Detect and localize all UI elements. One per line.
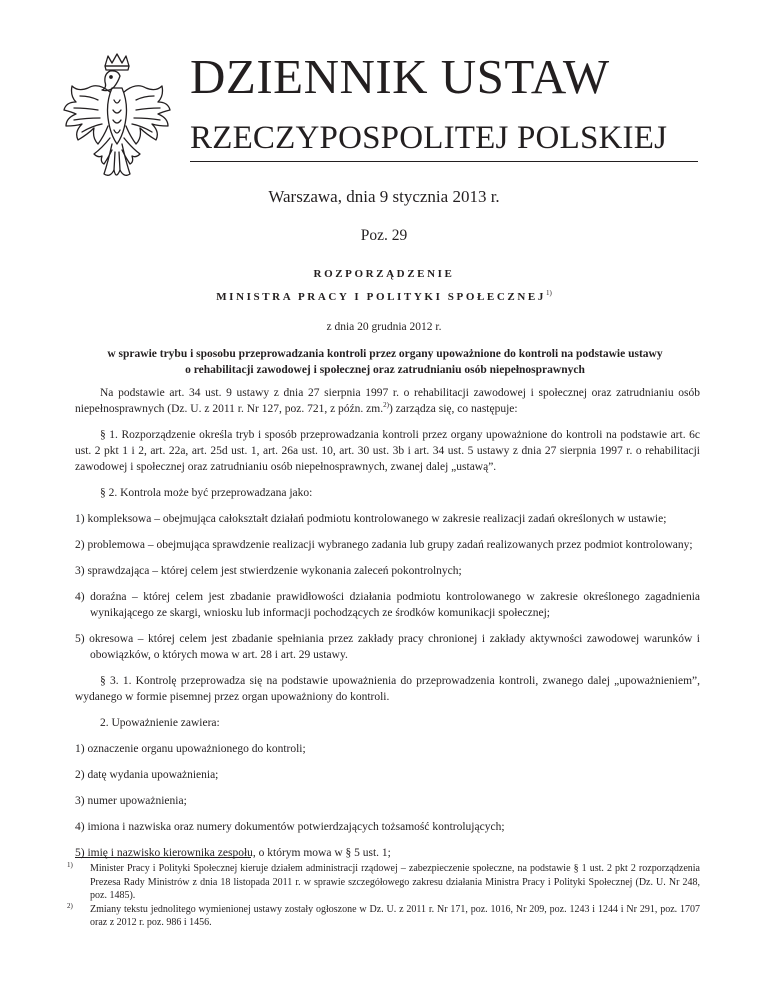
- journal-subtitle: RZECZYPOSPOLITEJ POLSKIEJ: [190, 120, 668, 156]
- act-date: z dnia 20 grudnia 2012 r.: [326, 321, 442, 333]
- place-date: Warszawa, dnia 9 stycznia 2013 r.: [268, 187, 500, 206]
- list-item: 2) problemowa – obejmująca sprawdzenie realizacji wybranego zadania lub grupy zadań realizowanych przez podmiot kontrolowany;: [75, 539, 693, 551]
- intro-footnote-ref: 2): [383, 401, 389, 409]
- journal-title: DZIENNIK USTAW: [190, 49, 610, 104]
- list-item: 3) numer upoważnienia;: [75, 795, 187, 807]
- list-item: 1) oznaczenie organu upoważnionego do kontroli;: [75, 743, 306, 755]
- list-item: 3) sprawdzająca – której celem jest stwierdzenie wykonania zaleceń pokontrolnych;: [75, 565, 462, 577]
- issuer-footnote-ref: 1): [545, 289, 552, 297]
- footnote-text: Zmiany tekstu jednolitego wymienionej ustawy zostały ogłoszone w Dz. U. z 2011 r. Nr 171, poz. 1016, Nr 209, poz. 1243 i 1244 i Nr 291, poz. 1707 oraz z 2012 r. poz. 986 i 1456.: [90, 903, 700, 928]
- section-3-paragraph-2: 2. Upoważnienie zawiera:: [100, 717, 220, 729]
- intro-text-b: ) zarządza się, co następuje:: [388, 403, 518, 415]
- list-item: 5) okresowa – której celem jest zbadanie spełniania przez zakłady pracy chronionej i zakłady aktywności zawodowej warunków i obowiązków, o których mowa w art. 28 i art. 29 ustawy.: [75, 633, 700, 661]
- act-issuer: [0, 289, 768, 303]
- list-item: 4) doraźna – której celem jest zbadanie prawidłowości działania podmiotu kontrolowanego w zakresie określonego zagadnienia wynikającego ze skargi, wniosku lub informacji pochodzących ze środków komunikacji społecznej;: [75, 591, 700, 619]
- list-item: 4) imiona i nazwiska oraz numery dokumentów potwierdzających tożsamość kontrolujących;: [75, 821, 505, 833]
- footnote: [67, 901, 700, 930]
- eagle-emblem-icon: [58, 52, 176, 186]
- section-1: § 1. Rozporządzenie określa tryb i sposób przeprowadzania kontroli przez organy upoważnione do kontroli na podstawie art. 6c ust. 2 pkt 1 i 2, art. 22a, art. 25d ust. 1, art. 26a ust. 10, art. 30 ust. 3b i art. 34 ust. 5 ustawy z dnia 27 sierpnia 1997 r. o rehabilitacji zawodowej i społecznej oraz zatrudnianiu osób niepełnosprawnych, zwanej dalej „ustawą”.: [75, 429, 700, 473]
- header-divider: [190, 161, 698, 162]
- section-2: § 2. Kontrola może być przeprowadzana jako:: [100, 487, 313, 499]
- footnote-number: 1): [67, 861, 73, 869]
- list-item: 2) datę wydania upoważnienia;: [75, 769, 219, 781]
- footnotes: [67, 861, 700, 930]
- act-body: [75, 385, 700, 871]
- footnote-divider: [75, 857, 251, 858]
- act-type: ROZPORZĄDZENIE: [313, 268, 455, 280]
- list-item: 1) kompleksowa – obejmująca całokształt działań podmiotu kontrolowanego w zakresie realizacji zadań określonych w ustawie;: [75, 513, 667, 525]
- intro-text-a: Na podstawie art. 34 ust. 9 ustawy z dnia 27 sierpnia 1997 r. o rehabilitacji zawodowej i społecznej oraz zatrudnianiu osób niepełnosprawnych (Dz. U. z 2011 r. Nr 127, poz. 721, z późn. zm.: [75, 387, 700, 415]
- footnote-text: Minister Pracy i Polityki Społecznej kieruje działem administracji rządowej – zabezpieczenie społeczne, na podstawie § 1 ust. 2 pkt 2 rozporządzenia Prezesa Rady Ministrów z dnia 18 listopada 2011 r. w sprawie szczegółowego zakresu działania Ministra Pracy i Polityki Społecznej (Dz. U. Nr 248, poz. 1485).: [90, 863, 700, 901]
- act-issuer-text: MINISTRA PRACY I POLITYKI SPOŁECZNEJ: [216, 291, 546, 303]
- section-3: § 3. 1. Kontrolę przeprowadza się na podstawie upoważnienia do przeprowadzenia kontroli, zwanego dalej „upoważnieniem”, wydanego w formie pisemnej przez organ upoważniony do kontroli.: [75, 675, 700, 703]
- list-item: 5) imię i nazwisko kierownika zespołu, o którym mowa w § 5 ust. 1;: [75, 847, 391, 859]
- subject-line-2: o rehabilitacji zawodowej i społecznej oraz zatrudnianiu osób niepełnosprawnych: [185, 364, 585, 376]
- position-number: Poz. 29: [360, 227, 408, 244]
- footnote: [67, 861, 700, 903]
- intro-paragraph: [75, 385, 700, 417]
- act-subject: [75, 346, 695, 378]
- subject-line-1: w sprawie trybu i sposobu przeprowadzania kontroli przez organy upoważnione do kontroli na podstawie ustawy: [107, 348, 663, 360]
- footnote-number: 2): [67, 901, 73, 910]
